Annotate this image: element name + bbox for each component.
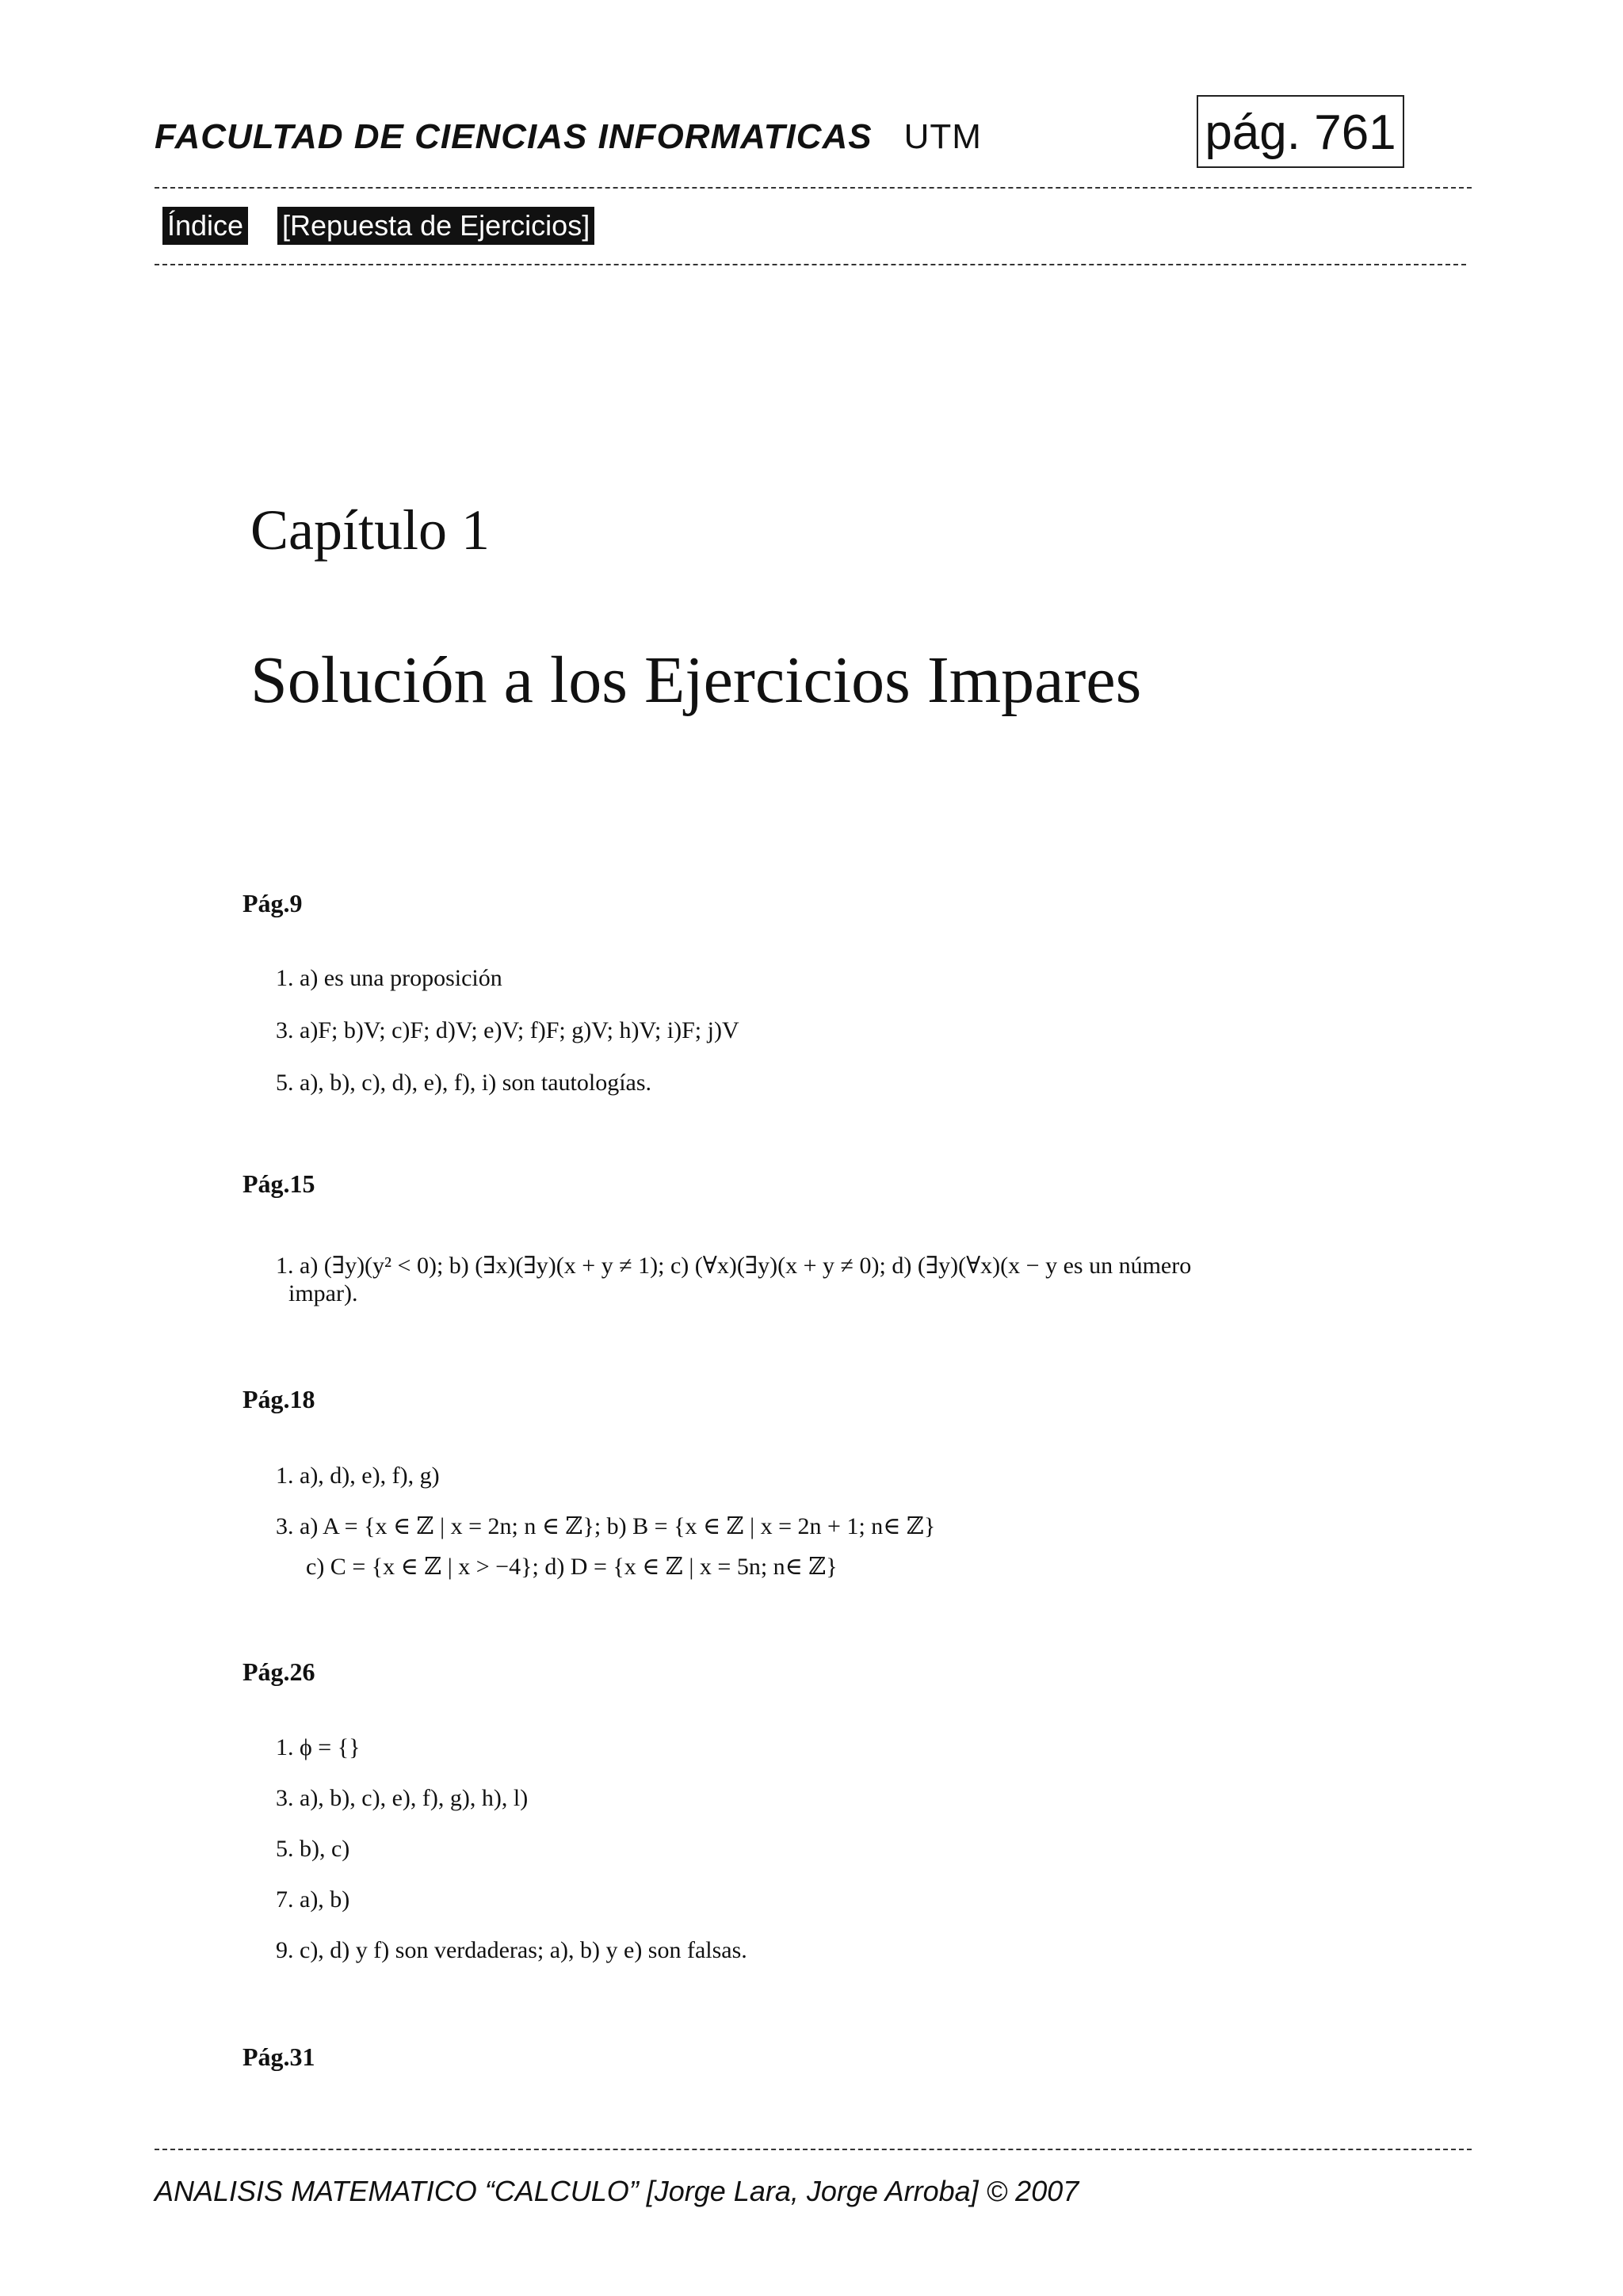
chapter-number: Capítulo 1 <box>250 498 490 562</box>
page-number-box: pág. 761 <box>1197 95 1404 168</box>
answer-line: 1. a) (∃y)(y² < 0); b) (∃x)(∃y)(x + y ≠ 1); c) (∀x)(∃y)(x + y ≠ 0); d) (∃y)(∀x)(x − y es un número <box>276 1253 1192 1279</box>
answer-line: 5. a), b), c), d), e), f), i) son tautologías. <box>276 1070 652 1096</box>
answer-line: 1. ϕ = {} <box>276 1734 361 1760</box>
answer-line-continued: c) C = {x ∈ ℤ | x > −4}; d) D = {x ∈ ℤ | x = 5n; n∈ ℤ} <box>306 1554 838 1580</box>
footer-text: ANALISIS MATEMATICO “CALCULO” [Jorge Lara, Jorge Arroba] © 2007 <box>155 2175 1079 2207</box>
faculty-header <box>155 117 982 157</box>
section-heading: Pág.31 <box>242 2042 315 2071</box>
section-heading: Pág.18 <box>242 1385 315 1413</box>
answer-line: 1. a) es una proposición <box>276 965 502 991</box>
answer-line: 7. a), b) <box>276 1886 350 1913</box>
answer-line: 3. a), b), c), e), f), g), h), l) <box>276 1785 529 1811</box>
answer-line: 1. a), d), e), f), g) <box>276 1463 440 1489</box>
answer-line-continued: impar). <box>288 1280 358 1306</box>
header-divider-top <box>155 187 1472 189</box>
faculty-name: FACULTAD DE CIENCIAS INFORMATICAS <box>155 117 873 156</box>
section-heading: Pág.15 <box>242 1169 315 1198</box>
header-divider-bottom <box>155 264 1466 265</box>
answer-line: 5. b), c) <box>276 1836 350 1862</box>
index-link[interactable]: Índice <box>162 207 248 245</box>
chapter-title: Solución a los Ejercicios Impares <box>250 643 1142 717</box>
answers-link[interactable]: [Repuesta de Ejercicios] <box>277 207 594 245</box>
answer-line: 3. a) A = {x ∈ ℤ | x = 2n; n ∈ ℤ}; b) B = {x ∈ ℤ | x = 2n + 1; n∈ ℤ} <box>276 1513 936 1539</box>
section-heading: Pág.26 <box>242 1657 315 1686</box>
answer-line: 9. c), d) y f) son verdaderas; a), b) y e) son falsas. <box>276 1937 747 1963</box>
section-heading: Pág.9 <box>242 889 303 917</box>
university-abbrev: UTM <box>903 117 982 156</box>
footer-divider <box>155 2149 1472 2150</box>
answer-line: 3. a)F; b)V; c)F; d)V; e)V; f)F; g)V; h)V; i)F; j)V <box>276 1017 739 1043</box>
